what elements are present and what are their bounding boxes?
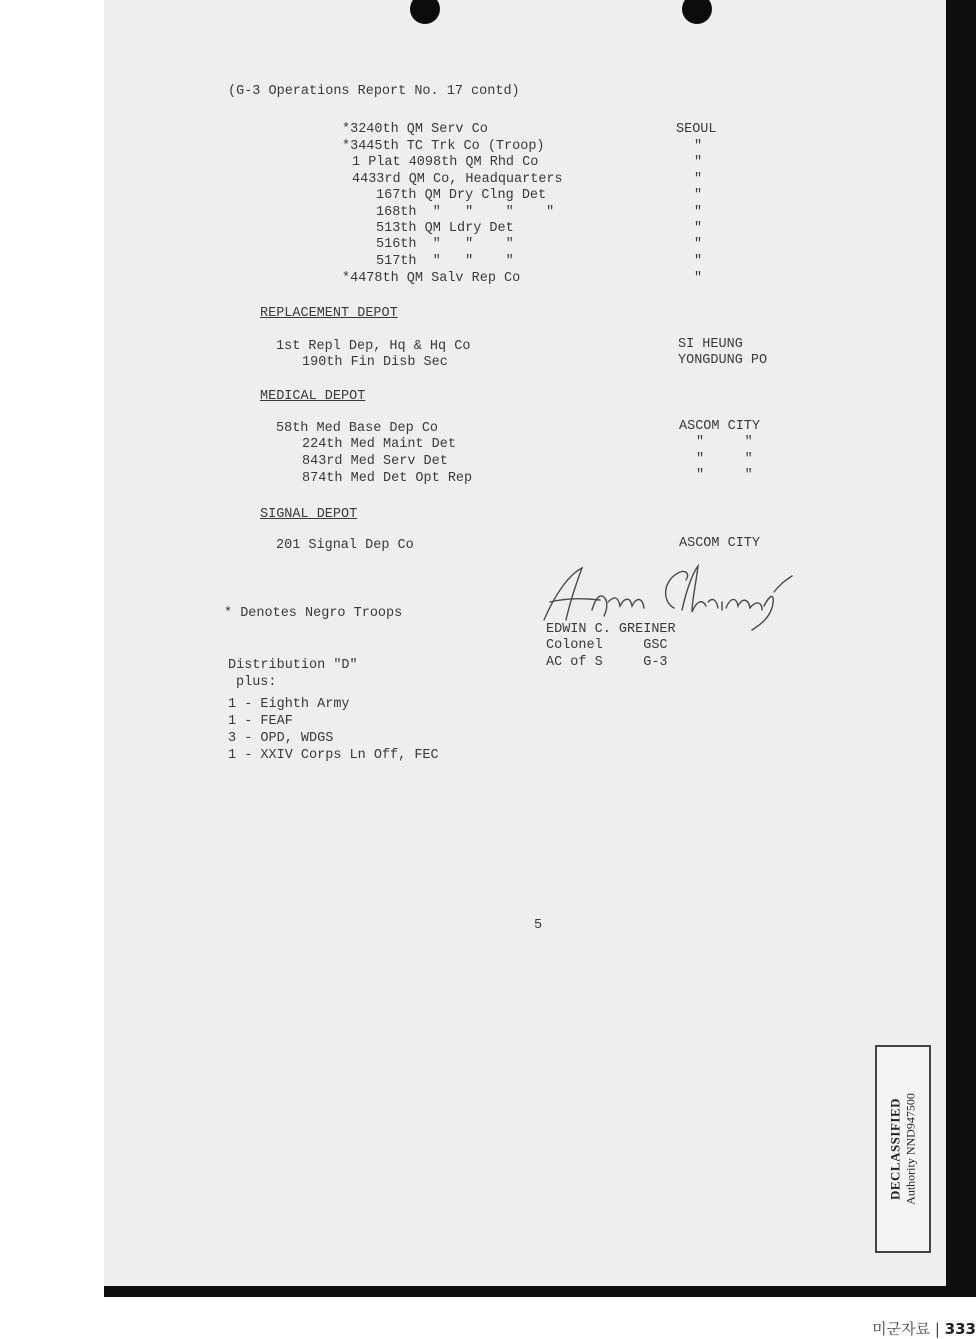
unit-name: *3240th QM Serv Co [342, 122, 488, 137]
unit-location: " " [696, 468, 753, 483]
document-page [104, 0, 946, 1286]
declassified-stamp [875, 1045, 931, 1253]
unit-name: 1st Repl Dep, Hq & Hq Co [276, 339, 471, 354]
unit-name: 4433rd QM Co, Headquarters [352, 172, 563, 187]
distribution-item: 3 - OPD, WDGS [228, 731, 334, 746]
signer-name: EDWIN C. GREINER [546, 622, 676, 637]
page-number: 5 [534, 918, 543, 933]
unit-location: " [694, 188, 703, 203]
unit-location: " [694, 155, 703, 170]
footer-separator: | [934, 1320, 940, 1338]
unit-location: SI HEUNG [678, 337, 743, 352]
unit-name: 1 Plat 4098th QM Rhd Co [352, 155, 539, 170]
unit-location: " [694, 271, 703, 286]
unit-name: *3445th TC Trk Co (Troop) [342, 139, 545, 154]
stamp-authority: Authority NND947500 [903, 1093, 918, 1205]
unit-location: " [694, 254, 703, 269]
unit-location: " [694, 237, 703, 252]
distribution-title: Distribution "D" [228, 658, 358, 673]
unit-name: 201 Signal Dep Co [276, 538, 414, 553]
section-heading-signal: SIGNAL DEPOT [260, 507, 358, 522]
section-heading-replacement: REPLACEMENT DEPOT [260, 306, 398, 321]
punch-hole-left [410, 0, 440, 24]
unit-name: 167th QM Dry Clng Det [376, 188, 547, 203]
unit-location: ASCOM CITY [679, 536, 761, 551]
unit-location: " [694, 139, 703, 154]
footer-page-number: 333 [944, 1320, 976, 1338]
unit-name: 168th " " " " [376, 205, 555, 220]
unit-name: 513th QM Ldry Det [376, 221, 514, 236]
punch-hole-right [682, 0, 712, 24]
unit-name: 190th Fin Disb Sec [302, 355, 448, 370]
distribution-item: 1 - Eighth Army [228, 697, 350, 712]
signer-rank: Colonel GSC [546, 638, 668, 653]
unit-name: 58th Med Base Dep Co [276, 421, 439, 436]
unit-location: YONGDUNG PO [678, 353, 768, 368]
unit-location: " [694, 205, 703, 220]
footer-label: 미군자료 [872, 1320, 931, 1338]
unit-location: SEOUL [676, 122, 717, 137]
signer-title: AC of S G-3 [546, 655, 668, 670]
section-heading-medical: MEDICAL DEPOT [260, 389, 366, 404]
unit-name: 224th Med Maint Det [302, 437, 456, 452]
unit-name: 874th Med Det Opt Rep [302, 471, 473, 486]
distribution-item: 1 - FEAF [228, 714, 293, 729]
unit-location: " " [696, 435, 753, 450]
unit-name: 516th " " " [376, 237, 514, 252]
report-header: (G-3 Operations Report No. 17 contd) [228, 84, 520, 99]
unit-location: ASCOM CITY [679, 419, 761, 434]
unit-name: 843rd Med Serv Det [302, 454, 448, 469]
unit-location: " [694, 221, 703, 236]
stamp-title: DECLASSIFIED [887, 1097, 903, 1201]
unit-name: *4478th QM Salv Rep Co [342, 271, 521, 286]
unit-location: " [694, 172, 703, 187]
unit-location: " " [696, 452, 753, 467]
footnote-troops: * Denotes Negro Troops [224, 606, 403, 621]
distribution-item: 1 - XXIV Corps Ln Off, FEC [228, 748, 439, 763]
distribution-plus: plus: [236, 675, 277, 690]
unit-name: 517th " " " [376, 254, 514, 269]
